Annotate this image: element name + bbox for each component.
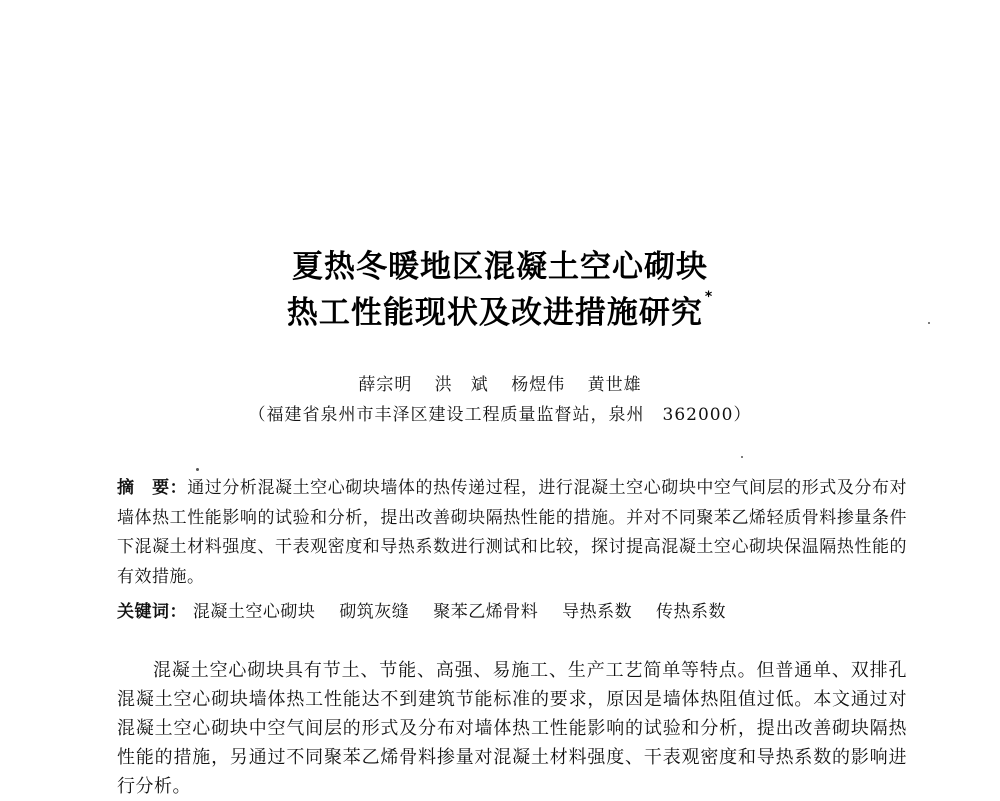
body-paragraph: 混凝土空心砌块具有节土、节能、高强、易施工、生产工艺简单等特点。但普通单、双排孔混凝土空心砌块墙体热工性能达不到建筑节能标准的要求，原因是墙体热阻值过低。本文通过对混凝土空心砌块中空气间层的形式及分布对墙体热工性能影响的试验和分析，提出改善砌块隔热性能的措施，另通过不同聚苯乙烯骨料掺量对混凝土材料强度、干表观密度和导热系数的影响进行分析。 — [117, 660, 907, 797]
scan-speck — [928, 322, 930, 324]
author: 薛宗明 — [358, 375, 413, 395]
abstract-label: 摘 要： — [117, 478, 188, 498]
title-footnote-mark: * — [704, 289, 714, 305]
keyword: 砌筑灰缝 — [339, 602, 410, 622]
keywords — [117, 597, 907, 622]
author-list — [0, 370, 1000, 395]
keyword: 导热系数 — [562, 602, 633, 622]
keyword: 聚苯乙烯骨料 — [433, 602, 539, 622]
abstract — [117, 474, 907, 592]
scan-speck — [196, 468, 199, 471]
author: 杨煜伟 — [511, 375, 566, 395]
keywords-label: 关键词： — [117, 602, 187, 622]
keyword: 传热系数 — [656, 602, 727, 622]
affiliation: （福建省泉州市丰泽区建设工程质量监督站，泉州 362000） — [248, 405, 752, 425]
paper-title-line2 — [0, 287, 1000, 332]
author: 黄世雄 — [587, 375, 642, 395]
paper-title-line2-text: 热工性能现状及改进措施研究 — [286, 295, 703, 331]
paper-title-line1: 夏热冬暖地区混凝土空心砌块 — [292, 249, 708, 285]
author: 洪 斌 — [434, 375, 489, 395]
scan-speck — [741, 456, 743, 458]
keyword: 混凝土空心砌块 — [192, 602, 316, 622]
abstract-text: 通过分析混凝土空心砌块墙体的热传递过程，进行混凝土空心砌块中空气间层的形式及分布对墙体热工性能影响的试验和分析，提出改善砌块隔热性能的措施。并对不同聚苯乙烯轻质骨料掺量条件下混凝土材料强度、干表观密度和导热系数进行测试和比较，探讨提高混凝土空心砌块保温隔热性能的有效措施。 — [117, 478, 908, 587]
